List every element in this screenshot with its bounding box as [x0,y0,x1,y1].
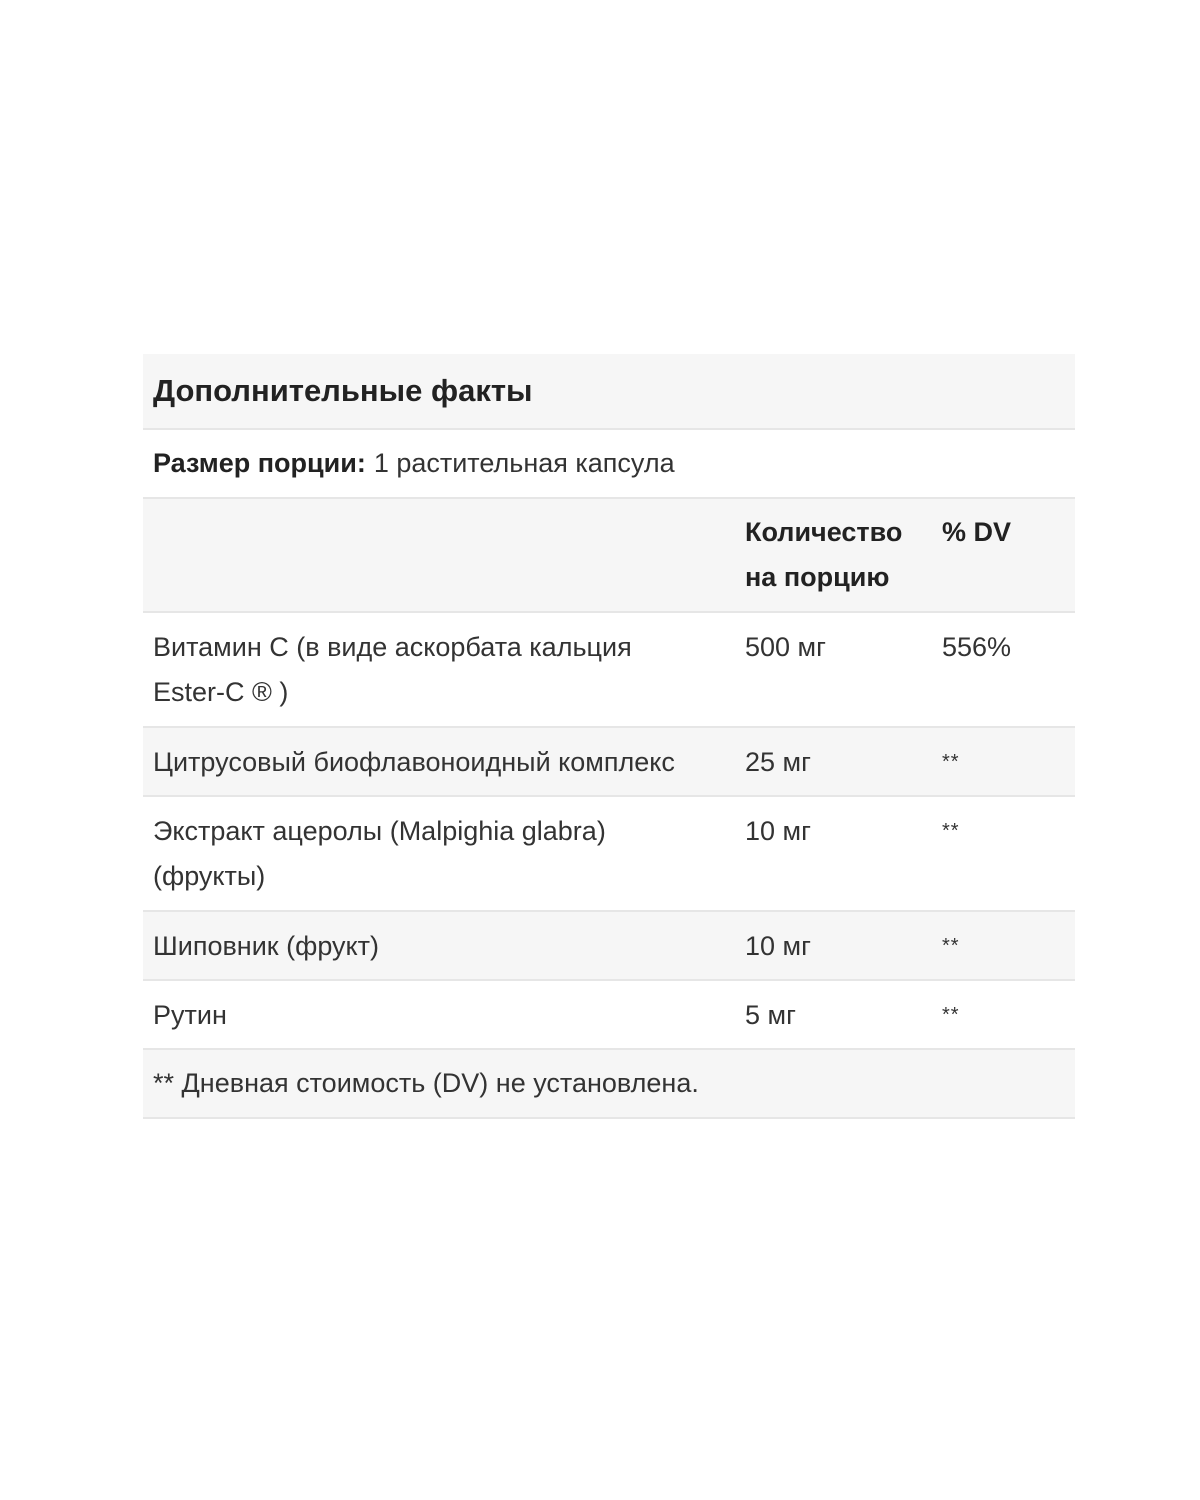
ingredient-name [143,625,745,726]
table-row [143,797,1075,912]
footnote-text: ** Дневная стоимость (DV) не установлена. [153,1068,699,1098]
serving-size-label: Размер порции: [153,448,366,478]
serving-size-row [143,430,1075,499]
table-row [143,613,1075,728]
ingredient-amount: 5 мг [745,1000,796,1030]
column-header-row [143,499,1075,613]
footnote-row [143,1050,1075,1119]
amount-header-line2: на порцию [745,562,890,592]
serving-size-value: 1 растительная капсула [373,448,675,478]
ingredient-column-header [143,510,745,611]
ingredient-name-line1: Экстракт ацеролы (Malpighia glabra) [153,816,606,846]
ingredient-amount: 25 мг [745,747,811,777]
ingredient-name: Цитрусовый биофлавоноидный комплекс [153,747,675,777]
ingredient-dv: 556% [942,632,1012,662]
ingredient-dv: ** [942,1004,960,1026]
facts-title: Дополнительные факты [143,354,1075,430]
ingredient-name [143,809,745,910]
ingredient-amount: 10 мг [745,931,811,961]
table-row [143,728,1075,797]
ingredient-name-line1: Витамин C (в виде аскорбата кальция [153,632,632,662]
ingredient-name-line2: Ester-C ® ) [153,677,289,707]
ingredient-name: Рутин [153,1000,227,1030]
ingredient-amount: 10 мг [745,816,811,846]
table-row [143,981,1075,1050]
ingredient-name-line2: (фрукты) [153,861,266,891]
dv-column-header: % DV [942,517,1012,547]
supplement-facts-table [143,354,1075,1119]
table-row [143,912,1075,981]
ingredient-dv: ** [942,935,960,957]
ingredient-amount: 500 мг [745,632,826,662]
amount-header-line1: Количество [745,517,903,547]
ingredient-name: Шиповник (фрукт) [153,931,380,961]
amount-column-header [745,510,942,611]
ingredient-dv: ** [942,820,960,842]
ingredient-dv: ** [942,751,960,773]
